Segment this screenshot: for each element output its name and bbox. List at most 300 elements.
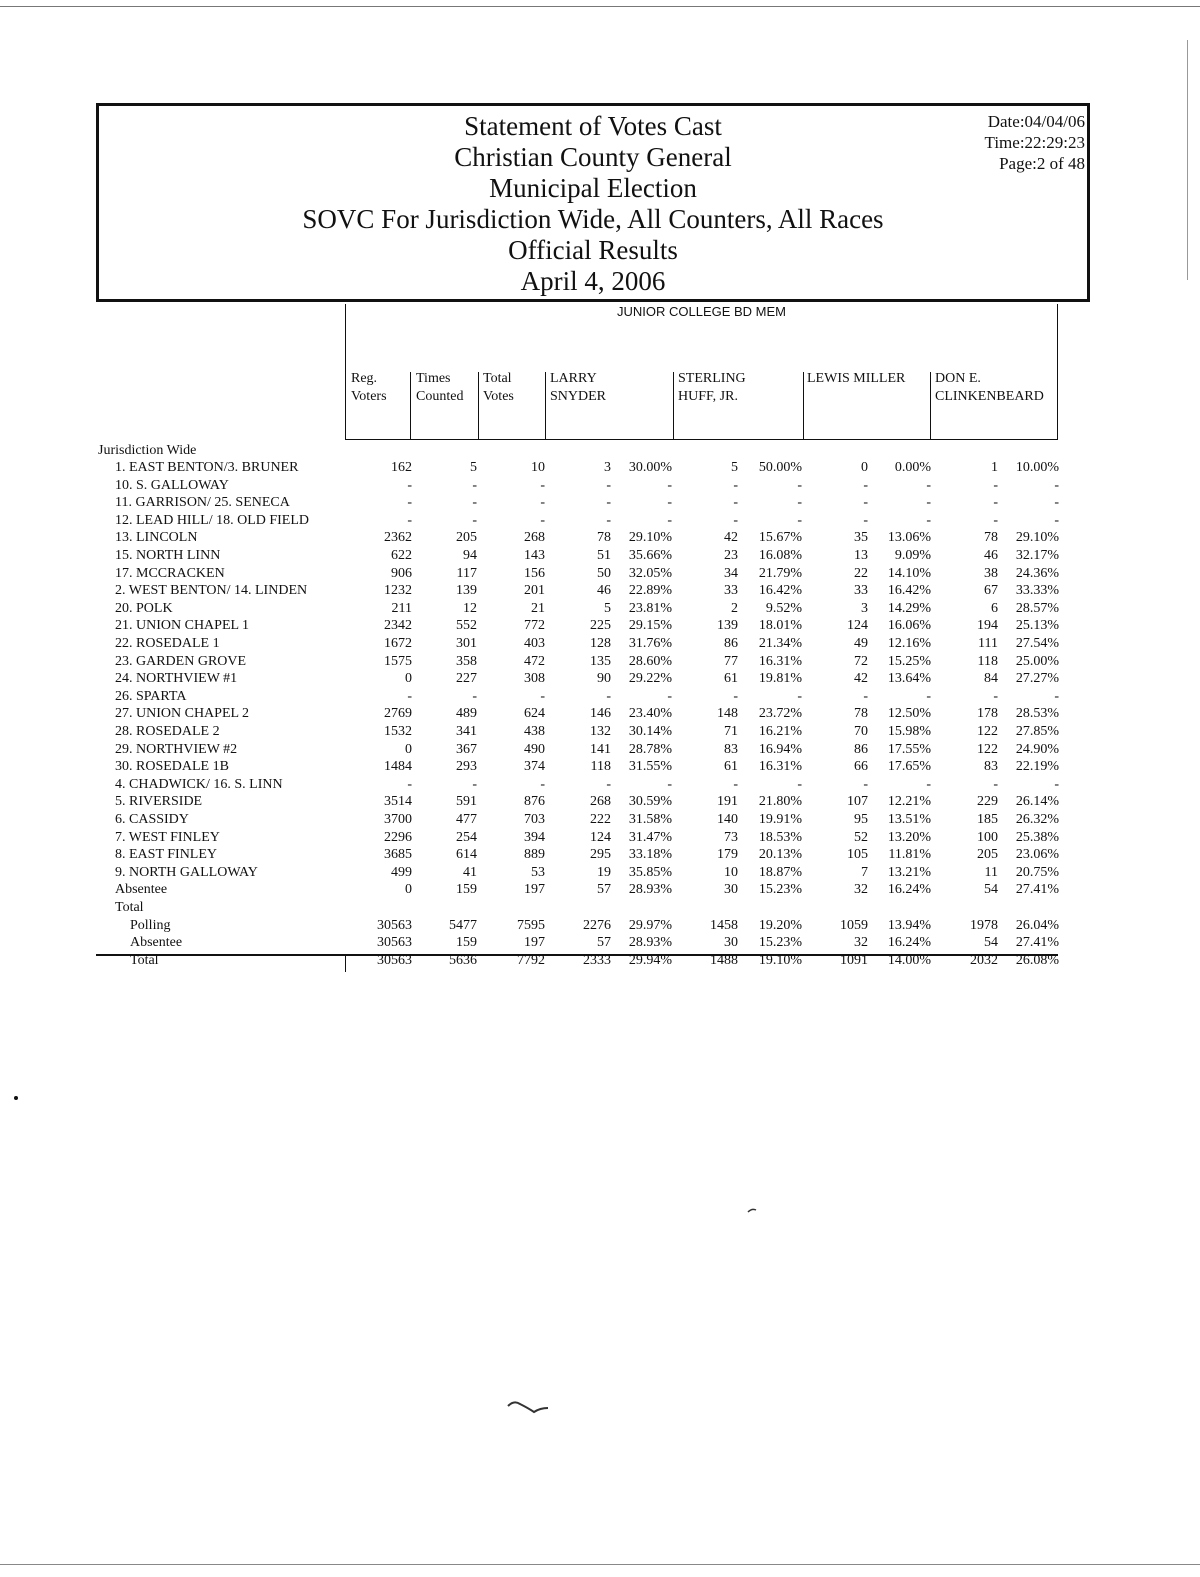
table-cell: 5 xyxy=(604,600,611,616)
table-cell: - xyxy=(797,495,802,511)
table-cell: 148 xyxy=(717,706,738,722)
table-cell: - xyxy=(797,477,802,493)
table-cell: 31.47% xyxy=(628,829,672,845)
table-cell: 111 xyxy=(978,636,998,651)
table-cell: - xyxy=(540,477,545,493)
table-cell: 162 xyxy=(391,460,412,475)
table-row-label: 17. MCCRACKEN xyxy=(115,565,225,581)
table-cell: 1091 xyxy=(840,952,868,968)
table-cell: 197 xyxy=(524,882,545,898)
table-cell: 178 xyxy=(977,706,998,722)
table-cell: 31.76% xyxy=(628,636,672,651)
report-page: Page:2 of 48 xyxy=(999,154,1085,173)
table-cell: - xyxy=(733,776,738,792)
table-cell: 438 xyxy=(524,724,545,739)
table-cell: 15.23% xyxy=(758,882,802,898)
table-cell: 18.01% xyxy=(758,618,802,634)
table-cell: 19.91% xyxy=(758,812,802,827)
table-cell: - xyxy=(407,477,412,493)
table-cell: 31.58% xyxy=(628,812,672,827)
table-cell: 9.52% xyxy=(765,600,802,616)
table-cell: 13.06% xyxy=(887,530,931,546)
table-cell: 143 xyxy=(524,548,545,563)
table-cell: 28.78% xyxy=(628,741,672,757)
table-cell: 105 xyxy=(847,847,868,863)
table-cell: 156 xyxy=(524,565,545,581)
table-cell: 46 xyxy=(597,583,611,599)
table-row-label: 26. SPARTA xyxy=(115,688,187,704)
table-cell: 25.00% xyxy=(1015,653,1059,669)
table-cell: 1059 xyxy=(840,917,868,933)
table-cell: 78 xyxy=(984,530,998,546)
table-cell: 35.66% xyxy=(628,548,672,563)
table-cell: 2769 xyxy=(384,706,412,722)
table-cell: 57 xyxy=(597,882,611,898)
title-line: SOVC For Jurisdiction Wide, All Counters, All Races xyxy=(302,204,884,234)
column-header: Votes xyxy=(483,389,514,404)
table-cell: 17.55% xyxy=(887,741,931,757)
table-cell: 61 xyxy=(724,759,738,775)
table-row-label: 15. NORTH LINN xyxy=(115,548,221,563)
table-row-label: 20. POLK xyxy=(115,600,173,616)
table-cell: 122 xyxy=(977,741,998,757)
table-cell: 21 xyxy=(531,600,545,616)
table-cell: - xyxy=(926,477,931,493)
table-cell: 3685 xyxy=(384,847,412,863)
column-header: HUFF, JR. xyxy=(678,389,738,404)
table-cell: 52 xyxy=(854,829,868,845)
table-cell: 205 xyxy=(977,847,998,863)
table-cell: 25.38% xyxy=(1015,829,1059,845)
table-cell: - xyxy=(472,776,477,792)
table-cell: - xyxy=(606,495,611,511)
table-cell: 33 xyxy=(724,583,738,599)
table-cell: 14.00% xyxy=(887,952,931,968)
table-cell: 16.06% xyxy=(887,618,931,634)
total-section-label: Total xyxy=(115,900,144,915)
column-header: DON E. xyxy=(935,371,981,386)
table-cell: 293 xyxy=(456,759,477,775)
table-cell: 13.20% xyxy=(887,829,931,845)
table-cell: 11 xyxy=(984,864,998,880)
race-title: JUNIOR COLLEGE BD MEM xyxy=(616,304,787,319)
table-cell: 51 xyxy=(597,548,611,563)
table-cell: 141 xyxy=(590,741,611,757)
table-cell: 16.24% xyxy=(887,935,931,951)
table-row-label: 24. NORTHVIEW #1 xyxy=(115,671,238,687)
table-cell: 50 xyxy=(597,565,611,581)
table-row-label: 22. ROSEDALE 1 xyxy=(115,636,220,651)
table-cell: 19.81% xyxy=(758,671,802,687)
table-cell: - xyxy=(797,688,802,704)
table-cell: 66 xyxy=(854,759,868,775)
table-cell: 17.65% xyxy=(887,759,931,775)
table-cell: 21.80% xyxy=(758,794,802,810)
table-cell: 1672 xyxy=(384,636,412,651)
table-cell: 7 xyxy=(861,864,868,880)
table-cell: - xyxy=(407,512,412,528)
table-cell: 12.16% xyxy=(887,636,931,651)
table-cell: 95 xyxy=(854,812,868,827)
table-cell: 2296 xyxy=(384,829,412,845)
column-header: CLINKENBEARD xyxy=(935,389,1044,404)
table-cell: 1575 xyxy=(384,653,412,669)
table-cell: - xyxy=(472,688,477,704)
table-cell: 33.18% xyxy=(628,847,672,863)
table-cell: 6 xyxy=(991,600,998,616)
table-cell: 72 xyxy=(854,653,868,669)
table-cell: 35.85% xyxy=(628,864,672,880)
table-cell: 30563 xyxy=(377,917,412,933)
column-header: STERLING xyxy=(678,371,746,386)
column-header: Reg. xyxy=(351,371,378,386)
table-cell: 107 xyxy=(847,794,868,810)
table-cell: 3514 xyxy=(384,794,412,810)
table-cell: 2333 xyxy=(583,952,611,968)
table-cell: 358 xyxy=(456,653,477,669)
column-header: Voters xyxy=(351,389,387,404)
table-cell: 222 xyxy=(590,812,611,827)
total-row-label: Polling xyxy=(130,917,171,933)
table-cell: 16.08% xyxy=(758,548,802,563)
table-cell: - xyxy=(926,512,931,528)
table-cell: 10.00% xyxy=(1015,460,1059,475)
table-cell: 34 xyxy=(724,565,738,581)
table-cell: 1484 xyxy=(384,759,412,775)
table-cell: 128 xyxy=(590,636,611,651)
title-line: Statement of Votes Cast xyxy=(464,111,722,141)
table-cell: - xyxy=(540,512,545,528)
table-row-label: 7. WEST FINLEY xyxy=(115,829,220,845)
table-cell: 341 xyxy=(456,724,477,739)
table-cell: 23.72% xyxy=(758,706,802,722)
table-cell: 16.31% xyxy=(758,653,802,669)
table-row-label: 8. EAST FINLEY xyxy=(115,847,218,863)
table-cell: 1978 xyxy=(970,917,998,933)
table-cell: 29.10% xyxy=(628,530,672,546)
table-cell: 18.53% xyxy=(758,829,802,845)
total-row-label: Total xyxy=(130,952,159,968)
table-cell: - xyxy=(863,495,868,511)
table-row-label: 21. UNION CHAPEL 1 xyxy=(115,618,250,634)
table-cell: 135 xyxy=(590,653,611,669)
table-row-label: 10. S. GALLOWAY xyxy=(115,477,229,493)
table-cell: - xyxy=(993,477,998,493)
table-cell: 227 xyxy=(456,671,477,687)
table-cell: 403 xyxy=(524,636,545,651)
table-cell: - xyxy=(472,477,477,493)
table-cell: 2 xyxy=(731,600,738,616)
table-cell: 308 xyxy=(524,671,545,687)
table-cell: 54 xyxy=(984,882,998,898)
table-cell: 374 xyxy=(524,759,545,775)
table-cell: 703 xyxy=(524,812,545,827)
table-cell: - xyxy=(540,776,545,792)
table-cell: 132 xyxy=(590,724,611,739)
table-cell: 86 xyxy=(724,636,738,651)
table-cell: - xyxy=(540,688,545,704)
table-cell: 61 xyxy=(724,671,738,687)
table-cell: 490 xyxy=(524,741,545,757)
table-cell: 146 xyxy=(590,706,611,722)
table-cell: 5636 xyxy=(449,952,477,968)
table-cell: 185 xyxy=(977,812,998,827)
table-cell: 24.90% xyxy=(1015,741,1059,757)
column-header: LEWIS MILLER xyxy=(807,371,906,386)
table-cell: 140 xyxy=(717,812,738,827)
table-cell: 73 xyxy=(724,829,738,845)
table-cell: 5477 xyxy=(449,917,477,933)
table-cell: 28.57% xyxy=(1015,600,1059,616)
table-cell: 22.19% xyxy=(1015,759,1059,775)
table-row-label: 12. LEAD HILL/ 18. OLD FIELD xyxy=(115,512,310,528)
table-cell: 201 xyxy=(524,583,545,599)
table-cell: 552 xyxy=(456,618,477,634)
table-cell: 499 xyxy=(391,864,412,880)
table-cell: 28.53% xyxy=(1015,706,1059,722)
table-cell: 32 xyxy=(854,935,868,951)
table-cell: 197 xyxy=(524,935,545,951)
table-cell: 13.94% xyxy=(887,917,931,933)
table-cell: 42 xyxy=(724,530,738,546)
table-cell: 31.55% xyxy=(628,759,672,775)
table-cell: 83 xyxy=(984,759,998,775)
table-row-label: 4. CHADWICK/ 16. S. LINN xyxy=(115,776,283,792)
table-cell: 13.21% xyxy=(887,864,931,880)
table-cell: 28.60% xyxy=(628,653,672,669)
table-cell: 29.94% xyxy=(628,952,672,968)
table-row-label: 1. EAST BENTON/3. BRUNER xyxy=(115,460,299,475)
table-cell: 367 xyxy=(456,741,477,757)
table-cell: 13.51% xyxy=(887,812,931,827)
table-cell: 35 xyxy=(854,530,868,546)
table-cell: 624 xyxy=(524,706,545,722)
table-cell: 23.06% xyxy=(1015,847,1059,863)
table-cell: 117 xyxy=(456,565,477,581)
table-cell: 2362 xyxy=(384,530,412,546)
table-cell: 30 xyxy=(724,935,738,951)
total-row-label: Absentee xyxy=(130,935,183,951)
report-date: Date:04/04/06 xyxy=(987,112,1085,131)
table-cell: 26.08% xyxy=(1015,952,1059,968)
table-cell: - xyxy=(863,776,868,792)
table-cell: 20.75% xyxy=(1015,864,1059,880)
table-cell: 876 xyxy=(524,794,545,810)
table-cell: - xyxy=(733,477,738,493)
table-cell: 614 xyxy=(456,847,477,863)
section-label: Jurisdiction Wide xyxy=(98,443,197,458)
table-cell: 21.34% xyxy=(758,636,802,651)
table-cell: 23 xyxy=(724,548,738,563)
table-row-label: Absentee xyxy=(115,882,168,898)
table-cell: 268 xyxy=(524,530,545,546)
table-cell: - xyxy=(472,512,477,528)
title-line: Municipal Election xyxy=(489,173,697,203)
table-row-label: 27. UNION CHAPEL 2 xyxy=(115,706,250,722)
table-cell: - xyxy=(667,688,672,704)
table-cell: 42 xyxy=(854,671,868,687)
table-cell: 22.89% xyxy=(628,583,672,599)
table-cell: 5 xyxy=(470,460,477,475)
table-cell: 16.31% xyxy=(758,759,802,775)
table-cell: 19.20% xyxy=(758,917,802,933)
table-cell: 394 xyxy=(524,829,545,845)
table-cell: 12.50% xyxy=(887,706,931,722)
table-cell: 15.25% xyxy=(887,653,931,669)
table-cell: 14.29% xyxy=(887,600,931,616)
table-cell: 30.14% xyxy=(628,724,672,739)
table-row-label: 28. ROSEDALE 2 xyxy=(115,724,220,739)
table-cell: 1488 xyxy=(710,952,738,968)
table-cell: 301 xyxy=(456,636,477,651)
column-header: Counted xyxy=(416,389,464,404)
table-cell: 2342 xyxy=(384,618,412,634)
table-cell: 27.41% xyxy=(1015,882,1059,898)
table-cell: 78 xyxy=(854,706,868,722)
table-cell: 86 xyxy=(854,741,868,757)
table-cell: 30.59% xyxy=(628,794,672,810)
table-cell: - xyxy=(926,688,931,704)
table-cell: 7595 xyxy=(517,917,545,933)
table-cell: 22 xyxy=(854,565,868,581)
table-cell: - xyxy=(667,477,672,493)
table-row-label: 6. CASSIDY xyxy=(115,812,189,827)
table-cell: 622 xyxy=(391,548,412,563)
table-cell: 2032 xyxy=(970,952,998,968)
report-time: Time:22:29:23 xyxy=(984,133,1085,152)
table-cell: - xyxy=(667,495,672,511)
table-cell: 1532 xyxy=(384,724,412,739)
table-cell: 26.04% xyxy=(1015,917,1059,933)
table-cell: 20.13% xyxy=(758,847,802,863)
table-cell: 1232 xyxy=(384,583,412,599)
table-cell: 159 xyxy=(456,882,477,898)
column-header: Total xyxy=(483,371,512,386)
table-cell: - xyxy=(1054,495,1059,511)
table-cell: - xyxy=(606,688,611,704)
table-cell: 30 xyxy=(724,882,738,898)
table-cell: - xyxy=(606,512,611,528)
table-cell: 139 xyxy=(456,583,477,599)
table-cell: - xyxy=(1054,688,1059,704)
table-cell: 772 xyxy=(524,618,545,634)
table-cell: 295 xyxy=(590,847,611,863)
table-cell: 477 xyxy=(456,812,477,827)
table-row-label: 30. ROSEDALE 1B xyxy=(115,759,229,775)
table-cell: 27.41% xyxy=(1015,935,1059,951)
table-cell: 18.87% xyxy=(758,864,802,880)
table-cell: 591 xyxy=(456,794,477,810)
table-cell: 0 xyxy=(405,741,412,757)
table-cell: 2276 xyxy=(583,917,611,933)
table-cell: 19.10% xyxy=(758,952,802,968)
table-cell: 50.00% xyxy=(758,460,802,475)
table-cell: 27.27% xyxy=(1015,671,1059,687)
table-cell: 57 xyxy=(597,935,611,951)
table-cell: 1458 xyxy=(710,917,738,933)
table-cell: 13 xyxy=(854,548,868,563)
table-cell: - xyxy=(993,776,998,792)
table-cell: 84 xyxy=(984,671,998,687)
table-cell: - xyxy=(863,688,868,704)
table-cell: 54 xyxy=(984,935,998,951)
table-cell: 16.42% xyxy=(758,583,802,599)
table-cell: 12.21% xyxy=(887,794,931,810)
table-cell: - xyxy=(733,512,738,528)
table-cell: 0 xyxy=(861,460,868,475)
table-cell: - xyxy=(926,495,931,511)
table-cell: 179 xyxy=(717,847,738,863)
table-cell: - xyxy=(863,512,868,528)
table-cell: 23.81% xyxy=(628,600,672,616)
table-cell: 29.22% xyxy=(628,671,672,687)
table-cell: - xyxy=(993,512,998,528)
title-line: Christian County General xyxy=(454,142,732,172)
table-cell: 30563 xyxy=(377,952,412,968)
table-cell: 0 xyxy=(405,671,412,687)
table-cell: 53 xyxy=(531,864,545,880)
table-cell: - xyxy=(472,495,477,511)
table-cell: 3700 xyxy=(384,812,412,827)
table-cell: 25.13% xyxy=(1015,618,1059,634)
table-row-label: 9. NORTH GALLOWAY xyxy=(115,864,258,880)
table-cell: 28.93% xyxy=(628,935,672,951)
table-cell: 29.15% xyxy=(628,618,672,634)
table-cell: 159 xyxy=(456,935,477,951)
table-cell: 15.67% xyxy=(758,530,802,546)
table-cell: 0 xyxy=(405,882,412,898)
table-cell: 38 xyxy=(984,565,998,581)
table-cell: 5 xyxy=(731,460,738,475)
table-cell: 27.85% xyxy=(1015,724,1059,739)
table-cell: 23.40% xyxy=(628,706,672,722)
table-cell: - xyxy=(606,477,611,493)
table-cell: 10 xyxy=(724,864,738,880)
table-cell: - xyxy=(1054,477,1059,493)
table-cell: 191 xyxy=(717,794,738,810)
table-cell: 489 xyxy=(456,706,477,722)
table-cell: 11.81% xyxy=(888,847,931,863)
table-cell: 225 xyxy=(590,618,611,634)
table-cell: - xyxy=(733,495,738,511)
table-row-label: 2. WEST BENTON/ 14. LINDEN xyxy=(115,583,308,599)
table-cell: 15.23% xyxy=(758,935,802,951)
table-cell: 12 xyxy=(463,600,477,616)
table-cell: 16.42% xyxy=(887,583,931,599)
table-cell: 28.93% xyxy=(628,882,672,898)
table-cell: 118 xyxy=(590,759,611,775)
table-cell: - xyxy=(407,688,412,704)
table-cell: 254 xyxy=(456,829,477,845)
table-cell: 94 xyxy=(463,548,477,563)
table-cell: 3 xyxy=(604,460,611,475)
table-cell: 83 xyxy=(724,741,738,757)
table-cell: 67 xyxy=(984,583,998,599)
table-cell: 124 xyxy=(847,618,868,634)
column-header: SNYDER xyxy=(550,389,607,404)
table-cell: 122 xyxy=(977,724,998,739)
table-cell: 10 xyxy=(531,460,545,475)
table-cell: 32.17% xyxy=(1015,548,1059,563)
table-cell: - xyxy=(407,776,412,792)
table-cell: - xyxy=(863,477,868,493)
column-header: Times xyxy=(416,371,451,386)
table-cell: 16.24% xyxy=(887,882,931,898)
title-line: April 4, 2006 xyxy=(520,266,666,296)
table-cell: 41 xyxy=(463,864,477,880)
table-cell: 29.10% xyxy=(1015,530,1059,546)
table-cell: - xyxy=(540,495,545,511)
